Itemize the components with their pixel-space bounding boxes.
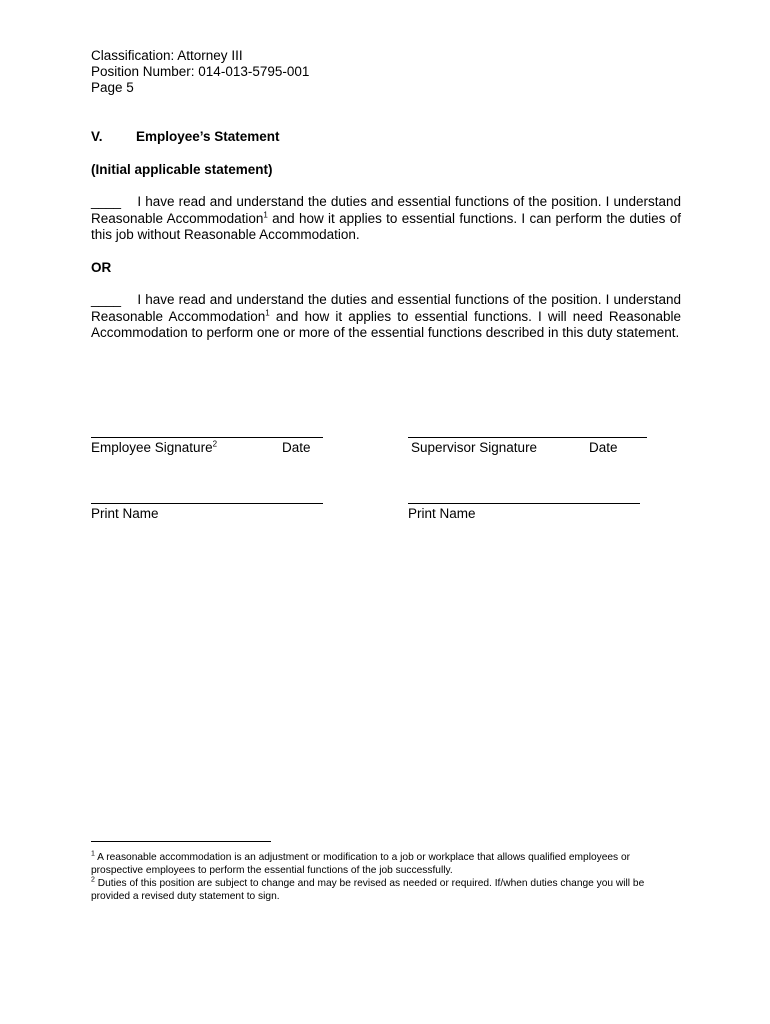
statement-1 [91, 194, 681, 244]
supervisor-date-label: Date [589, 440, 618, 455]
statement-2 [91, 292, 681, 342]
position-number-line: Position Number: 014-013-5795-001 [91, 64, 310, 79]
statement-1-text-a: I have read and understand the duties and essential functions of the position. I understand Reasonable Accommodation [91, 194, 681, 226]
footnote-2-text: Duties of this position are subject to change and may be revised as needed or required. If/when duties change you will be provided a revised duty statement to sign. [91, 878, 645, 902]
supervisor-signature-label: Supervisor Signature [411, 440, 538, 455]
section-number: V. [91, 129, 103, 144]
supervisor-print-name-line[interactable] [408, 503, 640, 504]
page-number-line: Page 5 [91, 80, 134, 95]
employee-print-name-line[interactable] [91, 503, 323, 504]
initial-blank-1[interactable]: ____ [91, 194, 122, 209]
footnote-2 [91, 877, 681, 903]
supervisor-signature-line[interactable] [408, 437, 647, 438]
print-name-right-label: Print Name [408, 506, 476, 521]
employee-signature-label: Employee Signature$^2$ [91, 439, 218, 455]
classification-line: Classification: Attorney III [91, 48, 243, 63]
print-name-left-label: Print Name [91, 506, 159, 521]
employee-date-label: Date [282, 440, 311, 455]
statement-2-text-b: and how it applies to essential functions. I will need Reasonable Accommodation to perform one or more of the essential functions described in this duty statement. [91, 308, 681, 340]
footnote-ref-1b: 1 [265, 308, 270, 317]
footnote-1 [91, 851, 681, 877]
initial-blank-2[interactable]: ____ [91, 292, 122, 307]
footnote-rule [91, 841, 271, 842]
footnote-ref-1a: 1 [263, 210, 268, 219]
footnote-1-text: A reasonable accommodation is an adjustment or modification to a job or workplace that allows qualified employees or prospective employees to perform the essential functions of the job successfully. [91, 852, 631, 876]
statement-2-text-a: I have read and understand the duties and essential functions of the position. I understand Reasonable Accommodation [91, 292, 681, 324]
footnote-ref-2: 2 [212, 439, 218, 449]
statement-1-text-b: and how it applies to essential functions. I can perform the duties of this job without Reasonable Accommodation. [91, 210, 681, 242]
instruction-text: (Initial applicable statement) [91, 162, 273, 177]
footnote-2-number: 2 [91, 876, 95, 884]
footnote-1-number: 1 [91, 850, 95, 858]
section-title: Employee’s Statement [136, 129, 280, 144]
employee-signature-line[interactable] [91, 437, 323, 438]
or-label: OR [91, 260, 112, 275]
